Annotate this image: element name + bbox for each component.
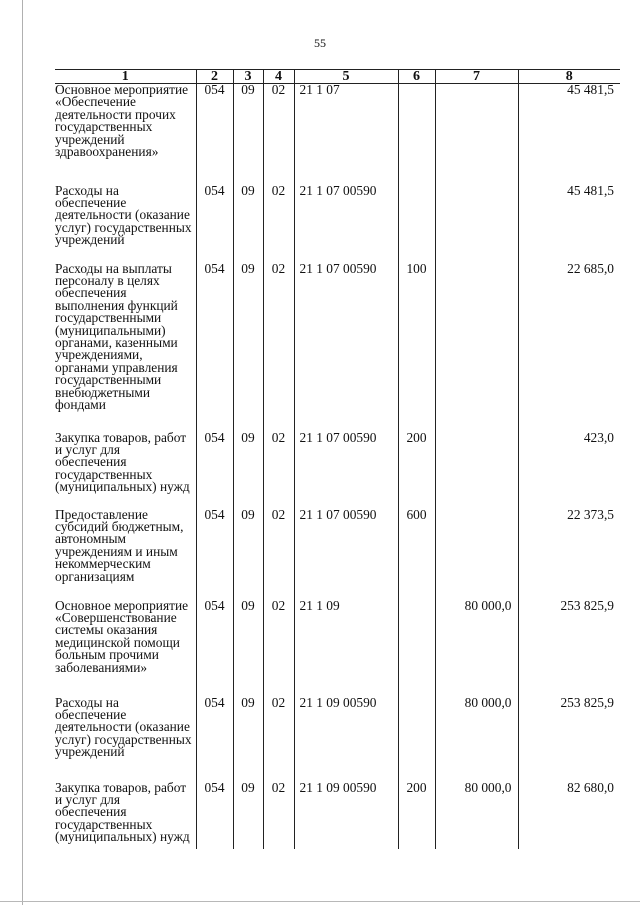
row-expense-type: 100 [398, 263, 435, 432]
row-amount-7 [435, 432, 518, 509]
row-target-code: 21 1 07 [294, 84, 398, 185]
table-row [55, 185, 620, 263]
row-expense-type [398, 185, 435, 263]
row-subsection-code: 02 [263, 263, 294, 432]
row-name: Расходы на обеспечение деятельности (оказание услуг) государственных учреждений [55, 182, 192, 248]
table-row [55, 84, 620, 185]
row-name: Предоставление субсидий бюджетным, автономным учреждениям и иным некоммерческим организациям [55, 506, 184, 584]
column-header-4: 4 [263, 70, 294, 84]
row-subsection-code: 02 [263, 185, 294, 263]
row-amount-8: 82 680,0 [518, 782, 620, 849]
row-ministry-code: 054 [196, 600, 233, 697]
row-name: Расходы на обеспечение деятельности (оказание услуг) государственных учреждений [55, 694, 192, 760]
column-header-5: 5 [294, 70, 398, 84]
row-section-code: 09 [233, 185, 263, 263]
row-ministry-code: 054 [196, 697, 233, 782]
row-section-code: 09 [233, 263, 263, 432]
row-subsection-code: 02 [263, 84, 294, 185]
row-amount-8: 22 373,5 [518, 509, 620, 600]
row-ministry-code: 054 [196, 263, 233, 432]
row-target-code: 21 1 07 00590 [294, 185, 398, 263]
row-amount-8: 253 825,9 [518, 697, 620, 782]
row-name: Основное мероприятие «Обеспечение деятельности прочих государственных учреждений здравоохранения» [55, 82, 189, 160]
column-header-7: 7 [435, 70, 518, 84]
row-amount-7 [435, 185, 518, 263]
row-section-code: 09 [233, 432, 263, 509]
row-amount-7: 80 000,0 [435, 697, 518, 782]
row-name: Расходы на выплаты персоналу в целях обеспечения выполнения функций государственными (муниципальными) органами, казенными учреждениями, органами управления государственными внебюджетными фондами [55, 260, 178, 412]
table-row [55, 432, 620, 509]
column-header-1: 1 [55, 70, 196, 84]
row-target-code: 21 1 07 00590 [294, 263, 398, 432]
row-name: Закупка товаров, работ и услуг для обеспечения государственных (муниципальных) нужд [55, 779, 190, 845]
row-amount-7 [435, 84, 518, 185]
row-target-code: 21 1 09 00590 [294, 697, 398, 782]
row-amount-8: 253 825,9 [518, 600, 620, 697]
row-expense-type: 200 [398, 782, 435, 849]
row-subsection-code: 02 [263, 697, 294, 782]
row-amount-7: 80 000,0 [435, 782, 518, 849]
row-expense-type [398, 84, 435, 185]
row-subsection-code: 02 [263, 432, 294, 509]
column-header-6: 6 [398, 70, 435, 84]
row-expense-type: 600 [398, 509, 435, 600]
column-header-8: 8 [518, 70, 620, 84]
row-amount-7 [435, 263, 518, 432]
column-header-2: 2 [196, 70, 233, 84]
row-name: Закупка товаров, работ и услуг для обеспечения государственных (муниципальных) нужд [55, 429, 190, 495]
row-target-code: 21 1 09 00590 [294, 782, 398, 849]
row-amount-7: 80 000,0 [435, 600, 518, 697]
row-target-code: 21 1 07 00590 [294, 509, 398, 600]
row-expense-type: 200 [398, 432, 435, 509]
row-ministry-code: 054 [196, 782, 233, 849]
row-ministry-code: 054 [196, 432, 233, 509]
row-expense-type [398, 600, 435, 697]
row-section-code: 09 [233, 84, 263, 185]
budget-table [55, 69, 620, 849]
row-ministry-code: 054 [196, 185, 233, 263]
row-ministry-code: 054 [196, 509, 233, 600]
row-section-code: 09 [233, 782, 263, 849]
row-amount-8: 22 685,0 [518, 263, 620, 432]
column-header-3: 3 [233, 70, 263, 84]
row-expense-type [398, 697, 435, 782]
row-section-code: 09 [233, 697, 263, 782]
row-subsection-code: 02 [263, 600, 294, 697]
table-row [55, 782, 620, 849]
table-row [55, 263, 620, 432]
row-amount-7 [435, 509, 518, 600]
table-row [55, 697, 620, 782]
row-ministry-code: 054 [196, 84, 233, 185]
table-row [55, 600, 620, 697]
row-section-code: 09 [233, 600, 263, 697]
row-target-code: 21 1 07 00590 [294, 432, 398, 509]
row-name: Основное мероприятие «Совершенствование системы оказания медицинской помощи больным прочими заболеваниями» [55, 597, 189, 675]
row-target-code: 21 1 09 [294, 600, 398, 697]
row-section-code: 09 [233, 509, 263, 600]
row-amount-8: 45 481,5 [518, 185, 620, 263]
row-amount-8: 45 481,5 [518, 84, 620, 185]
row-subsection-code: 02 [263, 782, 294, 849]
page-number: 55 [314, 36, 326, 50]
row-amount-8: 423,0 [518, 432, 620, 509]
table-row [55, 509, 620, 600]
scan-bottom-edge [0, 901, 640, 902]
row-subsection-code: 02 [263, 509, 294, 600]
scan-left-edge [22, 0, 23, 905]
